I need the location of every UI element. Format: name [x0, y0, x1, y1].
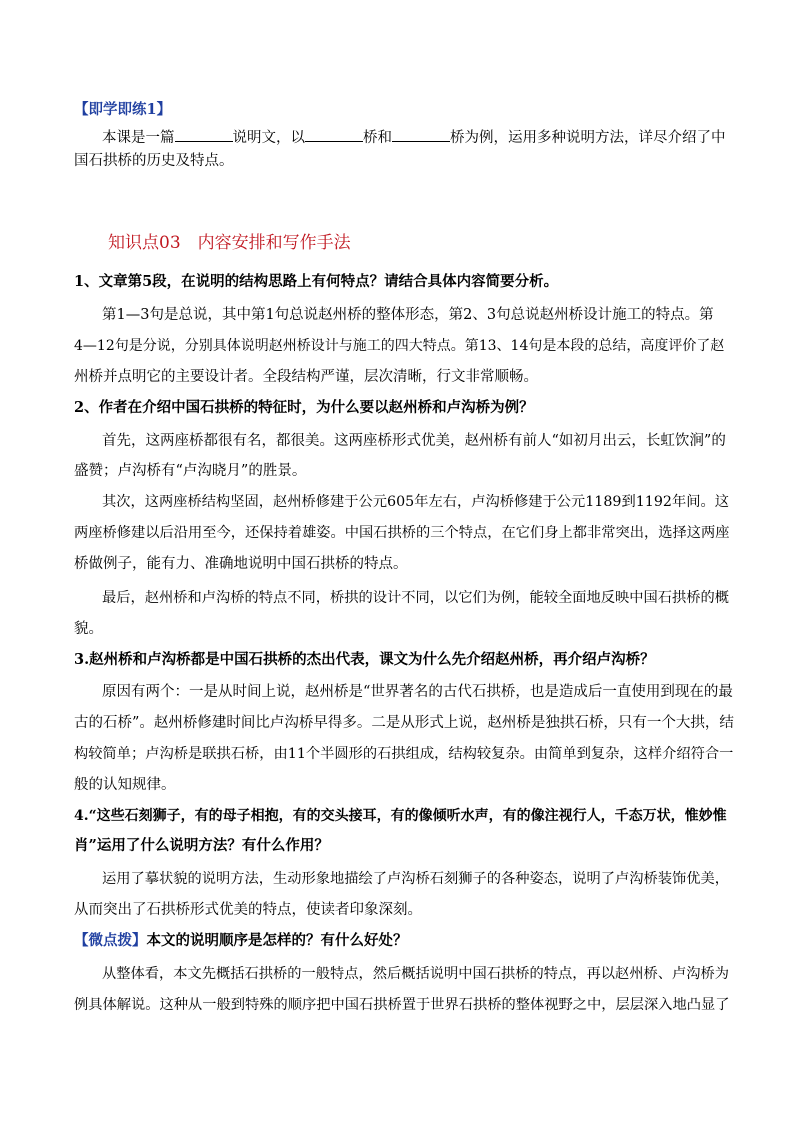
- question-4-line-1: 4.“这些石刻狮子，有的母子相抱，有的交头接耳，有的像倾听水声，有的像注视行人，千态万状，惟妙惟: [74, 808, 727, 824]
- practice-seg-3: 桥和: [363, 130, 392, 146]
- answer-3-line-1: 原因有两个：一是从时间上说，赵州桥是“世界著名的古代石拱桥，也是造成后一直使用到现在的最: [102, 684, 733, 700]
- tip-tag: 【微点拨】: [74, 932, 147, 949]
- tip-answer-line-2: 例具体解说。这种从一般到特殊的顺序把中国石拱桥置于世界石拱桥的整体视野之中，层层深入地凸显了: [74, 997, 730, 1013]
- practice-block: [74, 100, 734, 120]
- answer-3-line-4: 般的认知规律。: [74, 777, 176, 793]
- question-2: 2、作者在介绍中国石拱桥的特征时，为什么要以赵州桥和卢沟桥为例？: [74, 399, 534, 416]
- answer-1-line-1: 第1—3句是总说，其中第1句总说赵州桥的整体形态，第2、3句总说赵州桥设计施工的特点。第: [102, 307, 714, 323]
- practice-line-1: [102, 127, 734, 148]
- fill-blank-1[interactable]: [175, 127, 233, 142]
- fill-blank-2[interactable]: [305, 127, 363, 142]
- answer-1-line-2: 4—12句是分说，分别具体说明赵州桥设计与施工的四大特点。第13、14句是本段的总结，高度评价了赵: [74, 338, 725, 354]
- answer-3-line-2: 古的石桥”。赵州桥修建时间比卢沟桥早得多。二是从形式上说，赵州桥是独拱石桥，只有一个大拱，结: [74, 715, 734, 731]
- practice-line-2: 国石拱桥的历史及特点。: [74, 153, 234, 169]
- answer-4-line-1: 运用了摹状貌的说明方法，生动形象地描绘了卢沟桥石刻狮子的各种姿态，说明了卢沟桥装饰优美，: [102, 871, 730, 887]
- question-3: 3.赵州桥和卢沟桥都是中国石拱桥的杰出代表，课文为什么先介绍赵州桥，再介绍卢沟桥？: [74, 651, 655, 668]
- fill-blank-3[interactable]: [392, 127, 450, 142]
- tip-question: 本文的说明顺序是怎样的？有什么好处？: [146, 932, 408, 949]
- practice-seg-2: 说明文，以: [232, 130, 305, 146]
- answer-2-p3-line-2: 貌。: [74, 621, 103, 637]
- question-1: 1、文章第5段，在说明的结构思路上有何特点？请结合具体内容简要分析。: [74, 273, 559, 290]
- answer-3-line-3: 构较简单；卢沟桥是联拱石桥，由11个半圆形的石拱组成，结构较复杂。由简单到复杂，这样介绍符合一: [74, 746, 734, 762]
- practice-seg-1: 本课是一篇: [102, 130, 175, 146]
- answer-2-p1-line-1: 首先，这两座桥都很有名，都很美。这两座桥形式优美，赵州桥有前人“如初月出云，长虹饮涧”的: [102, 433, 726, 449]
- answer-2-p2-line-2: 两座桥修建以后沿用至今，还保持着雄姿。中国石拱桥的三个特点，在它们身上都非常突出，选择这两座: [74, 525, 730, 541]
- answer-2-p1-line-2: 盛赞；卢沟桥有“卢沟晓月”的胜景。: [74, 463, 307, 479]
- answer-2-p3-line-1: 最后，赵州桥和卢沟桥的特点不同，桥拱的设计不同，以它们为例，能较全面地反映中国石拱桥的概: [102, 590, 730, 606]
- practice-tag: 【即学即练1】: [74, 101, 172, 118]
- answer-2-p2-line-3: 桥做例子，能有力、准确地说明中国石拱桥的特点。: [74, 556, 408, 572]
- answer-2-p2-line-1: 其次，这两座桥结构坚固，赵州桥修建于公元605年左右，卢沟桥修建于公元1189到1192年间。这: [102, 494, 729, 510]
- tip-answer-line-1: 从整体看，本文先概括石拱桥的一般特点，然后概括说明中国石拱桥的特点，再以赵州桥、卢沟桥为: [102, 966, 730, 982]
- tip-question-row: [74, 931, 734, 951]
- question-4-line-2: 肖”运用了什么说明方法？有什么作用？: [74, 837, 329, 854]
- section-title: 知识点03 内容安排和写作手法: [108, 233, 351, 253]
- answer-4-line-2: 从而突出了石拱桥形式优美的特点，使读者印象深刻。: [74, 902, 422, 918]
- answer-1-line-3: 州桥并点明它的主要设计者。全段结构严谨，层次清晰，行文非常顺畅。: [74, 369, 538, 385]
- practice-seg-4: 桥为例，运用多种说明方法，详尽介绍了中: [450, 130, 726, 146]
